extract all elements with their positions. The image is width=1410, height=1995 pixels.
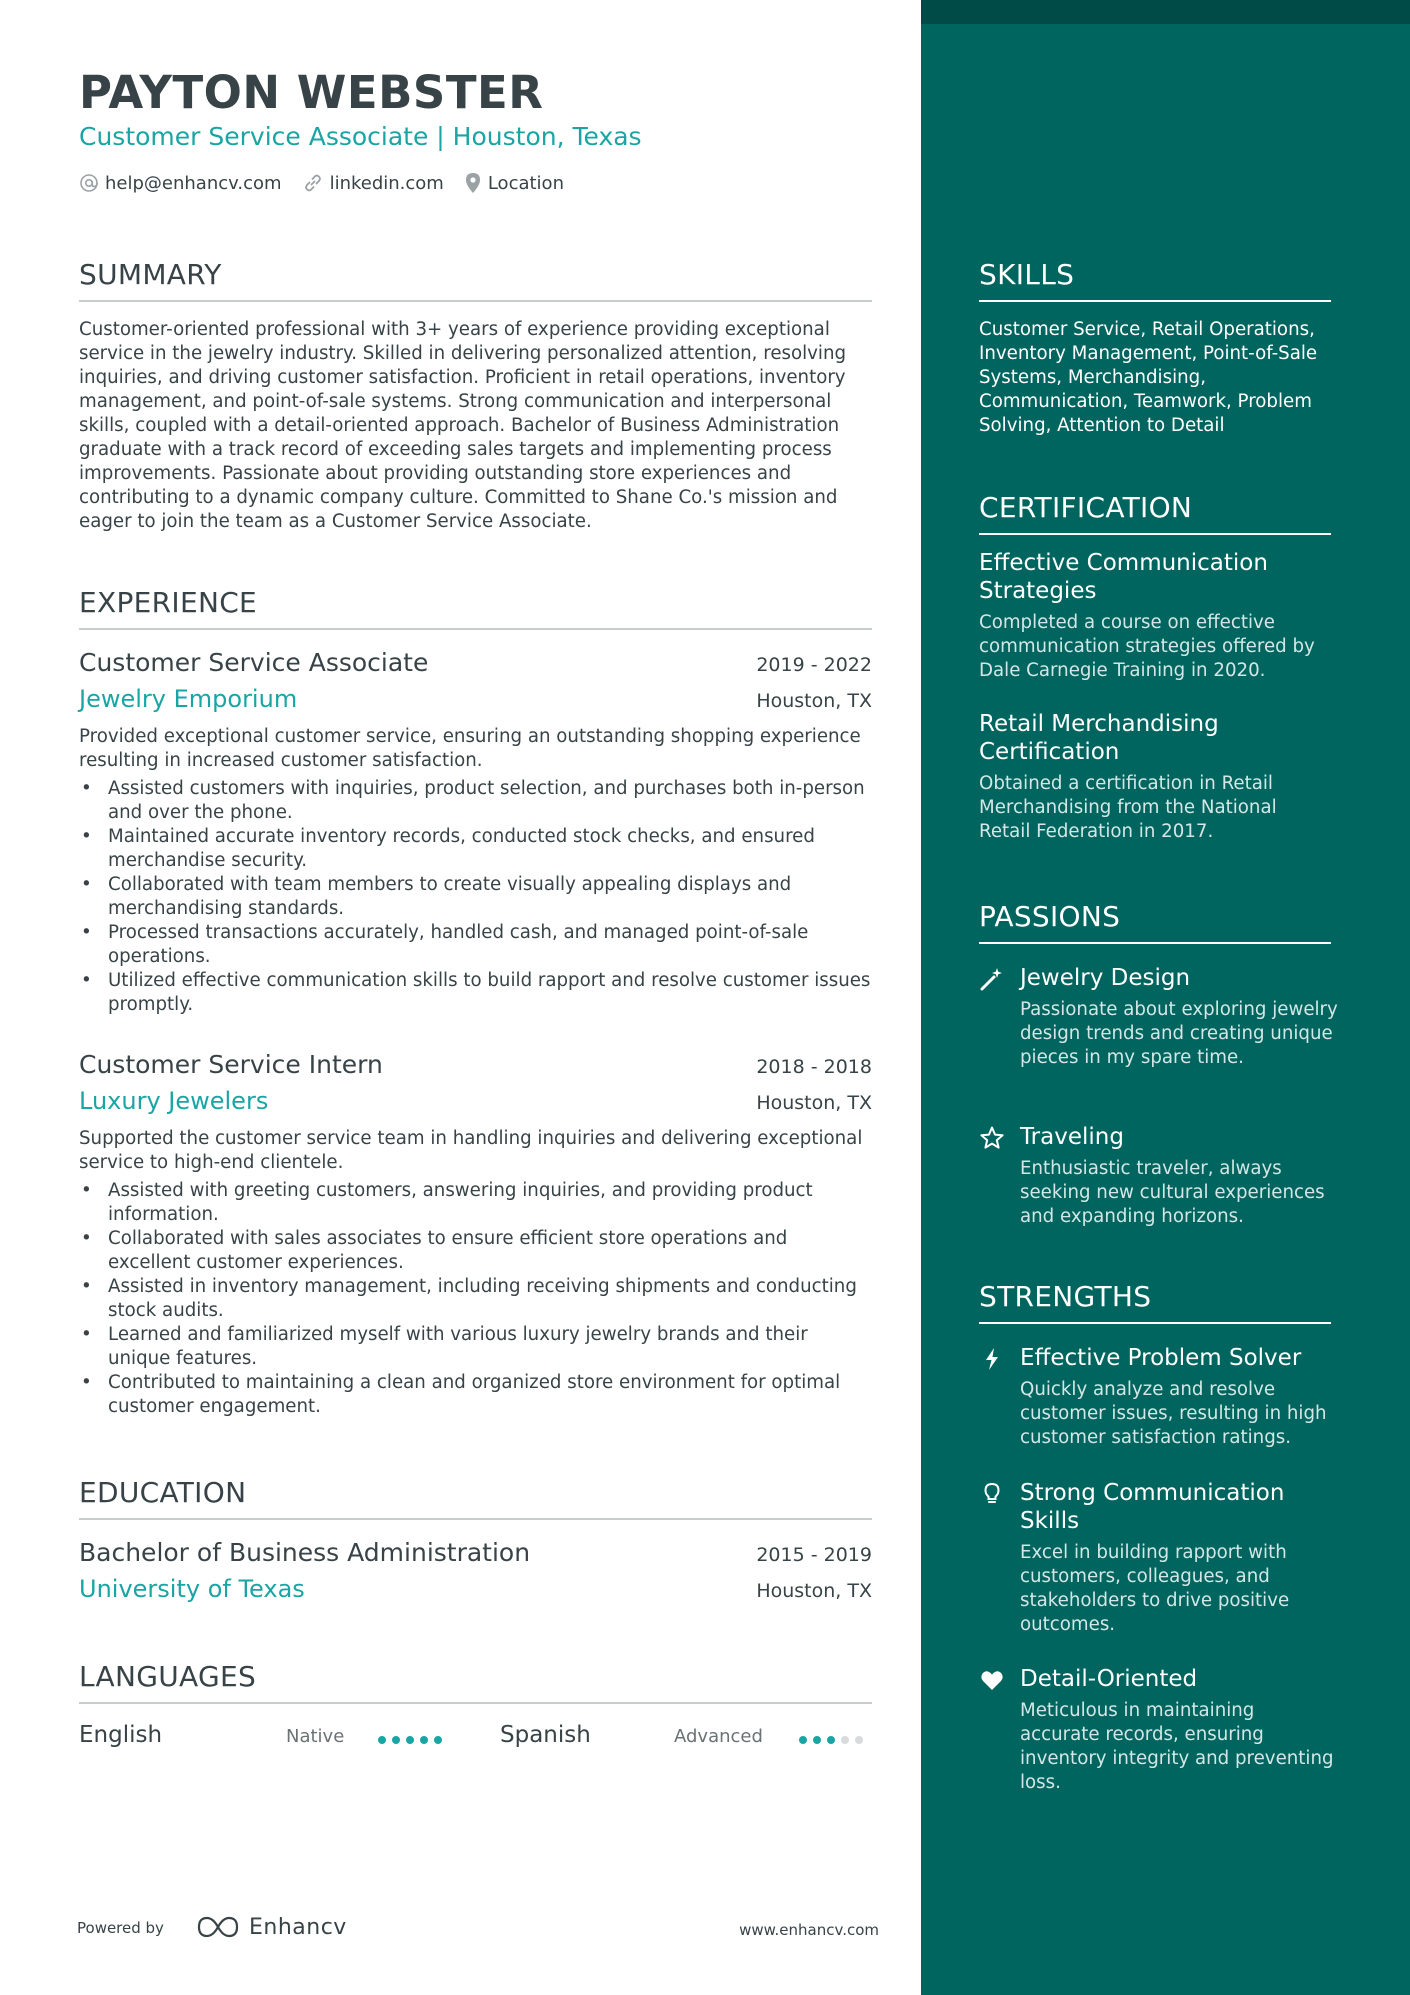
- contact-location: [464, 172, 564, 194]
- experience-entry: [79, 1050, 872, 1419]
- job-description: Provided exceptional customer service, ensuring an outstanding shopping experience resulting in increased customer satisfaction.: [79, 726, 861, 771]
- rating-dot-filled: [420, 1736, 428, 1744]
- contact-linkedin-text: linkedin.com: [329, 172, 444, 194]
- at-icon: [79, 173, 99, 193]
- skills-section: [979, 258, 1331, 438]
- job-description: Supported the customer service team in handling inquiries and delivering exceptional service to high-end clientele.: [79, 1128, 863, 1173]
- strength-item: [979, 1344, 1339, 1450]
- divider: [79, 1518, 872, 1520]
- list-item: • Learned and familiarized myself with various luxury jewelry brands and their unique features.: [79, 1323, 872, 1371]
- certification-title: Effective Communication Strategies: [979, 550, 1268, 604]
- star-icon: [979, 1125, 1005, 1151]
- job-dates: 2018 - 2018: [756, 1056, 872, 1078]
- certification-description: Completed a course on effective communication strategies offered by Dale Carnegie Training in 2020.: [979, 612, 1315, 681]
- section-title: EXPERIENCE: [79, 586, 258, 619]
- job-dates: 2019 - 2022: [756, 654, 872, 676]
- list-item: • Assisted in inventory management, including receiving shipments and conducting stock audits.: [79, 1275, 872, 1323]
- divider: [979, 942, 1331, 944]
- job-bullets: [79, 1179, 872, 1419]
- brand-name: Enhancv: [249, 1914, 347, 1940]
- experience-section: [79, 586, 872, 630]
- rating-dot-filled: [406, 1736, 414, 1744]
- rating-dot-filled: [434, 1736, 442, 1744]
- rating-dot-empty: [841, 1736, 849, 1744]
- passion-title: Traveling: [1020, 1124, 1124, 1150]
- list-item: • Assisted customers with inquiries, product selection, and purchases both in-person and over the phone.: [79, 777, 872, 825]
- magic-wand-icon: [979, 966, 1005, 992]
- list-item: • Processed transactions accurately, handled cash, and managed point-of-sale operations.: [79, 921, 872, 969]
- job-company: Luxury Jewelers: [79, 1087, 269, 1115]
- divider: [979, 533, 1331, 535]
- strength-description: Excel in building rapport with customers, colleagues, and stakeholders to drive positive outcomes.: [1020, 1542, 1290, 1635]
- passion-description: Passionate about exploring jewelry design trends and creating unique pieces in my spare time.: [1020, 999, 1338, 1068]
- contact-linkedin[interactable]: [302, 173, 444, 194]
- strengths-section: [979, 1280, 1331, 1324]
- contact-location-text: Location: [487, 172, 564, 194]
- list-item: • Collaborated with team members to create visually appealing displays and merchandising standards.: [79, 873, 872, 921]
- footer: [77, 1910, 879, 1950]
- experience-entry: [79, 648, 872, 1017]
- section-title: SKILLS: [979, 258, 1075, 291]
- contact-email-text: help@enhancv.com: [105, 172, 282, 194]
- candidate-name: PAYTON WEBSTER: [79, 66, 544, 119]
- language-level: Native: [286, 1726, 345, 1747]
- link-icon: [302, 173, 324, 193]
- education-location: Houston, TX: [756, 1580, 872, 1602]
- section-title: LANGUAGES: [79, 1660, 257, 1693]
- candidate-title: Customer Service Associate | Houston, Texas: [79, 122, 642, 151]
- strength-title: Strong Communication Skills: [1020, 1480, 1285, 1534]
- contact-bar: [79, 172, 584, 194]
- certification-section: [979, 491, 1331, 844]
- rating-dot-filled: [813, 1736, 821, 1744]
- certification-description: Obtained a certification in Retail Merchandising from the National Retail Federation in 2017.: [979, 773, 1277, 842]
- section-title: EDUCATION: [79, 1476, 247, 1509]
- divider: [979, 300, 1331, 302]
- enhancv-logo-icon: [195, 1914, 241, 1940]
- certification-item: [979, 710, 1331, 844]
- section-title: CERTIFICATION: [979, 491, 1193, 524]
- skills-text: Customer Service, Retail Operations, Inventory Management, Point-of-Sale Systems, Merchandising, Communication, Teamwork, Problem Solving, Attention to Detail: [979, 319, 1318, 436]
- brand-logo[interactable]: [195, 1914, 347, 1940]
- list-item: • Contributed to maintaining a clean and organized store environment for optimal customer engagement.: [79, 1371, 872, 1419]
- rating-dot-filled: [827, 1736, 835, 1744]
- education-dates: 2015 - 2019: [756, 1544, 872, 1566]
- education-section: [79, 1476, 872, 1520]
- contact-email[interactable]: [79, 173, 282, 194]
- job-title: Customer Service Intern: [79, 1050, 383, 1079]
- summary-section: [79, 258, 872, 534]
- location-pin-icon: [464, 172, 482, 194]
- job-location: Houston, TX: [756, 690, 872, 712]
- rating-dot-empty: [855, 1736, 863, 1744]
- list-item: • Utilized effective communication skills to build rapport and resolve customer issues promptly.: [79, 969, 872, 1017]
- divider: [79, 1702, 872, 1704]
- site-url[interactable]: www.enhancv.com: [739, 1921, 879, 1939]
- list-item: • Maintained accurate inventory records, conducted stock checks, and ensured merchandise security.: [79, 825, 872, 873]
- job-bullets: [79, 777, 872, 1017]
- passion-item: [979, 964, 1339, 1070]
- list-item: • Collaborated with sales associates to ensure efficient store operations and excellent customer experiences.: [79, 1227, 872, 1275]
- list-item: • Assisted with greeting customers, answering inquiries, and providing product information.: [79, 1179, 872, 1227]
- sidebar-top-bar: [921, 0, 1410, 24]
- section-title: SUMMARY: [79, 258, 222, 291]
- certification-title: Retail Merchandising Certification: [979, 711, 1219, 765]
- job-location: Houston, TX: [756, 1092, 872, 1114]
- job-company: Jewelry Emporium: [79, 685, 298, 713]
- degree: Bachelor of Business Administration: [79, 1538, 531, 1567]
- lightbulb-icon: [979, 1481, 1005, 1507]
- rating-dot-filled: [799, 1736, 807, 1744]
- strength-description: Quickly analyze and resolve customer issues, resulting in high customer satisfaction ratings.: [1020, 1379, 1327, 1448]
- section-title: PASSIONS: [979, 900, 1121, 933]
- passion-title: Jewelry Design: [1020, 965, 1191, 991]
- passion-description: Enthusiastic traveler, always seeking new cultural experiences and expanding horizons.: [1020, 1158, 1325, 1227]
- strength-item: [979, 1665, 1339, 1795]
- language-name: English: [79, 1722, 163, 1748]
- education-entry: [79, 1538, 872, 1603]
- school: University of Texas: [79, 1575, 305, 1603]
- language-rating: [799, 1736, 869, 1744]
- strength-item: [979, 1479, 1339, 1637]
- summary-text: Customer-oriented professional with 3+ years of experience providing exceptional service in the jewelry industry. Skilled in delivering personalized attention, resolving inquiries, and driving customer satisfaction. Proficient in retail operations, inventory management, and point-of-sale systems. Strong communication and interpersonal skills, coupled with a detail-oriented approach. Bachelor of Business Administration graduate with a track record of exceeding sales targets and implementing process improvements. Passionate about providing outstanding store experiences and contributing to a dynamic company culture. Committed to Shane Co.'s mission and eager to join the team as a Customer Service Associate.: [79, 319, 847, 532]
- strength-title: Detail-Oriented: [1020, 1666, 1198, 1692]
- passion-item: [979, 1123, 1339, 1229]
- language-rating: [378, 1736, 448, 1744]
- strength-description: Meticulous in maintaining accurate records, ensuring inventory integrity and preventing loss.: [1020, 1700, 1334, 1793]
- section-title: STRENGTHS: [979, 1280, 1152, 1313]
- certification-item: [979, 549, 1331, 683]
- divider: [79, 300, 872, 302]
- divider: [79, 628, 872, 630]
- language-level: Advanced: [674, 1726, 763, 1747]
- rating-dot-filled: [392, 1736, 400, 1744]
- lightning-bolt-icon: [979, 1346, 1005, 1372]
- heart-icon: [979, 1667, 1005, 1693]
- language-name: Spanish: [500, 1722, 591, 1748]
- job-title: Customer Service Associate: [79, 648, 429, 677]
- strength-title: Effective Problem Solver: [1020, 1345, 1302, 1371]
- passions-section: [979, 900, 1331, 944]
- powered-by: Powered by: [77, 1919, 164, 1937]
- languages-row: [79, 1722, 872, 1756]
- divider: [979, 1322, 1331, 1324]
- languages-section: [79, 1660, 872, 1704]
- rating-dot-filled: [378, 1736, 386, 1744]
